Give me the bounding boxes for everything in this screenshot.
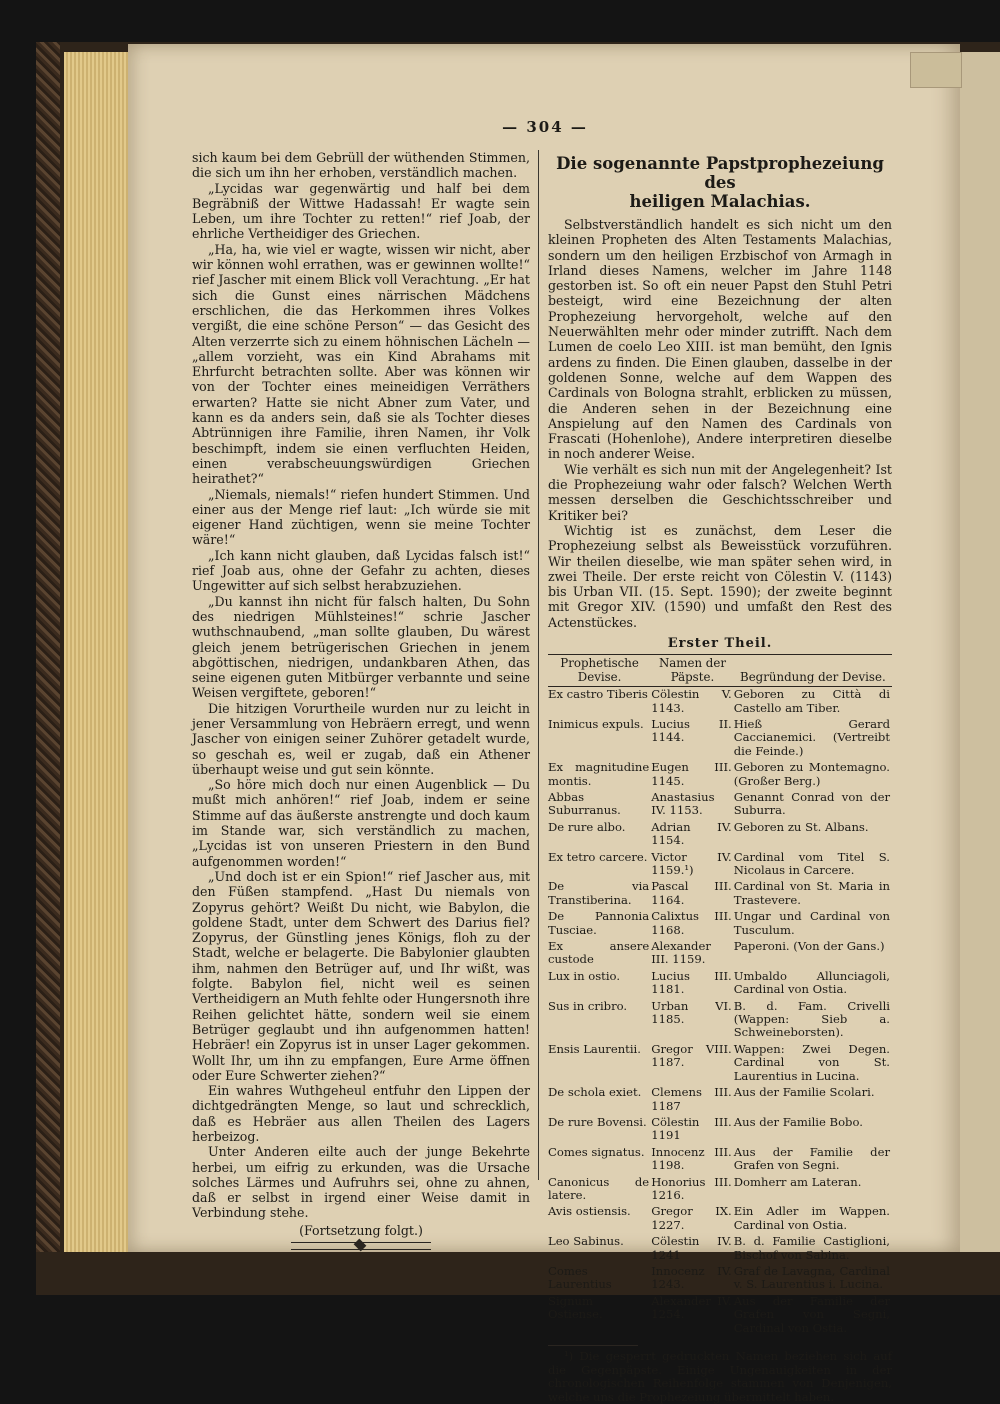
pope-cell: Innocenz III. 1198. <box>651 1144 732 1173</box>
devise-cell: Comes Laurentius <box>548 1263 612 1292</box>
devise-cell: Ex tetro carcere. <box>548 849 648 864</box>
devise-cell: De via Transtiberina. <box>548 879 650 907</box>
reason-cell: Geboren zu Città di Castello am Tiber. <box>733 687 890 715</box>
pope-cell: Lucius II. 1144. <box>651 716 732 745</box>
devise-cell: De schola exiet. <box>548 1085 642 1100</box>
pope-cell: Eugen III. 1145. <box>651 760 732 788</box>
footnote: ¹) Die gesperrt gedruckten Namen beziehen sich auf die Gegenpäpste. Einige Ungenauigkeiten in der chronologischen Reihenfolge stammen von Denjenigen, welche uns die Prophezeiung übermittelt haben. <box>548 1349 892 1404</box>
table-row <box>548 1264 892 1294</box>
reason-cell: Hieß Gerard Caccianemici. (Vertreibt die Feinde.) <box>733 716 890 758</box>
reason-cell: Geboren zu Montemagno. (Großer Berg.) <box>733 760 890 788</box>
table-row <box>548 850 892 880</box>
paragraph: Unter Anderen eilte auch der junge Bekehrte herbei, um eifrig zu erkunden, was die Ursache solches Lärmes und Aufruhrs sei, ohne zu ahnen, daß er selbst in irgend einer Weise damit in Verbindung stehe. <box>192 1144 530 1221</box>
table-row <box>548 820 892 850</box>
table-row <box>548 879 892 909</box>
reason-cell: Aus der Familie der Grafen von Segni. <box>733 1144 890 1173</box>
column-header: Prophetische Devise. <box>548 655 651 687</box>
paragraph: „Lycidas war gegenwärtig und half bei dem Begräbniß der Wittwe Hadassah! Er wagte sein Leben, um ihre Tochter zu retten!“ rief Joab, der ehrliche Vertheidiger des Griechen. <box>192 180 530 242</box>
table-row <box>548 1115 892 1145</box>
paragraph: „Ha, ha, wie viel er wagte, wissen wir nicht, aber wir können wohl errathen, was er gewinnen wollte!“ rief Jascher mit einem Blick voll Verachtung. „Er hat sich die Gunst eines närrischen Mädchens erschlichen, die das Herkommen ihres Volkes vergißt, die eine schöne Person“ — das Gesicht des Alten verzerrte sich zu einem höhnischen Lächeln — „allem vorzieht, was ein Kind Abrahams mit Ehrfurcht betrachten sollte. Aber was können wir von der Tochter eines meineidigen Verräthers erwarten? Hatte sie nicht Abner zum Vater, und kann es da anders sein, daß sie als Tochter dieses Abtrünnigen ihre Familie, ihren Namen, ihr Volk beschimpft, indem sie einen verfluchten Heiden, einen verabscheuungswürdigen Griechen heirathet?“ <box>192 241 530 487</box>
devise-cell: Comes signatus. <box>548 1144 645 1159</box>
devise-cell: De rure albo. <box>548 819 626 834</box>
table-row <box>548 909 892 939</box>
reason-cell: Ein Adler im Wappen. Cardinal von Ostia. <box>733 1204 890 1232</box>
pope-cell: Gregor IX. 1227. <box>651 1204 732 1232</box>
reason-cell: B. d. Fam. Crivelli (Wappen: Sieb a. Schweineborsten). <box>733 998 890 1040</box>
paragraph: sich kaum bei dem Gebrüll der wüthenden Stimmen, die sich um ihn her erhoben, verständlich machen. <box>192 150 530 181</box>
pope-cell: Cölestin III. 1191 <box>651 1114 732 1143</box>
paragraph: „Ich kann nicht glauben, daß Lycidas falsch ist!“ rief Joab aus, ohne der Gefahr zu achten, dieses Ungewitter auf sich selbst herabzuziehen. <box>192 547 530 594</box>
paragraph: Wichtig ist es zunächst, dem Leser die Prophezeiung selbst als Beweisstück vorzuführen. Wir theilen dieselbe, wie man später sehen wird, in zwei Theile. Der erste reicht von Cölestin V. (1143) bis Urban VII. (15. Sept. 1590); der zweite beginnt mit Gregor XIV. (1590) und umfaßt den Rest des Actenstückes. <box>548 522 892 630</box>
table-row <box>548 999 892 1042</box>
devise-cell: Sus in cribro. <box>548 998 628 1013</box>
devise-cell: Lux in ostio. <box>548 968 621 983</box>
table-row <box>548 939 892 969</box>
facing-page-edge <box>960 52 1000 1252</box>
pope-cell: Alexander III. 1159. <box>651 939 711 967</box>
pope-cell: Urban VI. 1185. <box>651 998 732 1027</box>
pope-cell: Cölestin IV. 1241 <box>651 1234 732 1262</box>
table-row <box>548 1234 892 1264</box>
devise-cell: De rure Bovensi. <box>548 1114 647 1129</box>
devise-cell: Avis ostiensis. <box>548 1204 631 1219</box>
column-divider <box>538 150 539 1180</box>
pope-cell: Innocenz IV. 1243. <box>651 1263 732 1292</box>
column-header: Begründung der Devise. <box>734 655 892 687</box>
article-title-line-2: heiligen Malachias. <box>629 192 811 211</box>
continuation-note: (Fortsetzung folgt.) <box>299 1222 423 1238</box>
prophecy-table <box>548 654 892 1337</box>
pope-cell: Adrian IV. 1154. <box>651 819 732 848</box>
devise-cell: Signum Ostiense. <box>548 1293 603 1322</box>
table-row <box>548 1085 892 1115</box>
section-heading: Erster Theil. <box>667 636 773 652</box>
reason-cell: B. d. Familie Castiglioni, Bischof von Sabina. <box>733 1234 890 1262</box>
left-column <box>192 150 530 1250</box>
right-column <box>548 152 892 1404</box>
devise-cell: Ex castro Tiberis <box>548 687 648 702</box>
devise-cell: Canonicus de latere. <box>548 1174 650 1202</box>
table-row <box>548 1145 892 1175</box>
reason-cell: Graf de Lavagna, Cardinal v. S. Laurentius i. Lucina. <box>733 1263 890 1292</box>
devise-cell: Abbas Suburranus. <box>548 789 621 818</box>
reason-cell: Umbaldo Allunciagoli, Cardinal von Ostia. <box>733 968 890 997</box>
reason-cell: Aus der Familie der Grafen von Segni, Cardinal von Ostia. <box>733 1293 890 1335</box>
pope-cell: Lucius III. 1181. <box>651 968 732 997</box>
table-row <box>548 1175 892 1205</box>
paragraph: Selbstverständlich handelt es sich nicht um den kleinen Propheten des Alten Testaments Malachias, sondern um den heiligen Erzbischof von Armagh in Irland dieses Namens, welcher im Jahre 1148 gestorben ist. So oft ein neuer Papst den Stuhl Petri besteigt, wird eine Bezeichnung der alten Prophezeiung hervorgeholt, welche auf den Neuerwählten mehr oder minder zutrifft. Nach dem Lumen de coelo Leo XIII. ist man bemüht, den Ignis ardens zu finden. Die Einen glauben, dasselbe in der goldenen Sonne, welche auf dem Wappen des Cardinals von Bologna strahlt, erblicken zu müssen, die Anderen sehen in der Bezeichnung eine Anspielung auf den Namen des Cardinals von Frascati (Hohenlohe), Andere interpretiren dieselbe in noch anderer Weise. <box>548 217 892 462</box>
pope-cell: Honorius III. 1216. <box>651 1174 732 1202</box>
paragraph: „So höre mich doch nur einen Augenblick — Du mußt mich anhören!“ rief Joab, indem er seine Stimme auf das äußerste anstrengte und doch kaum im Stande war, sich verständlich zu machen, „Lycidas ist von unseren Priestern in den Bund aufgenommen worden!“ <box>192 777 530 869</box>
article-title <box>548 154 892 211</box>
reason-cell: Cardinal von St. Maria in Trastevere. <box>733 879 890 907</box>
reason-cell: Ungar und Cardinal von Tusculum. <box>733 909 890 937</box>
table-row <box>548 1042 892 1085</box>
column-header: Namen der Päpste. <box>651 655 734 687</box>
pope-cell: Victor IV. 1159.¹) <box>651 849 732 877</box>
reason-cell: Domherr am Lateran. <box>733 1174 862 1189</box>
table-row <box>548 1294 892 1337</box>
table-row <box>548 687 892 717</box>
page-edges <box>64 52 128 1252</box>
devise-cell: Ex ansere custode <box>548 939 650 967</box>
table-row <box>548 717 892 760</box>
reason-cell: Genannt Conrad von der Suburra. <box>733 789 890 818</box>
pope-cell: Clemens III. 1187 <box>651 1085 732 1113</box>
paragraph: Wie verhält es sich nun mit der Angelegenheit? Ist die Prophezeiung wahr oder falsch? Welchen Werth messen derselben die Geschichtsschreiber und Kritiker bei? <box>548 461 892 523</box>
paragraph: „Niemals, niemals!“ riefen hundert Stimmen. Und einer aus der Menge rief laut: „Ich würde sie mit eigener Hand züchtigen, wenn sie meine Tochter wäre!“ <box>192 486 530 548</box>
pope-cell: Cölestin V. 1143. <box>651 687 732 715</box>
paragraph: „Du kannst ihn nicht für falsch halten, Du Sohn des niedrigen Mühlsteines!“ schrie Jascher wuthschnaubend, „man sollte glauben, Du wärest gleich jenem betrügerischen Griechen in jenem abgöttischen, niedrigen, undankbaren Athen, das seine eigenen guten Mitbürger verbannte und seine Weisen vergiftete, geboren!“ <box>192 593 530 701</box>
pope-cell: Pascal III. 1164. <box>651 879 732 907</box>
reason-cell: Cardinal vom Titel S. Nicolaus in Carcere. <box>733 849 890 877</box>
pope-cell: Anastasius IV. 1153. <box>651 789 715 818</box>
devise-cell: Ensis Laurentii. <box>548 1041 641 1056</box>
table-row <box>548 790 892 820</box>
paper-tab <box>910 52 962 88</box>
devise-cell: Inimicus expuls. <box>548 716 644 731</box>
marbled-cover-edge <box>36 42 60 1252</box>
reason-cell: Paperoni. (Von der Gans.) <box>733 939 885 954</box>
page-number: — 304 — <box>502 118 588 136</box>
devise-cell: De Pannonia Tusciae. <box>548 909 650 937</box>
devise-cell: Leo Sabinus. <box>548 1234 624 1249</box>
table-header-row <box>548 655 892 687</box>
reason-cell: Aus der Familie Scolari. <box>733 1085 875 1100</box>
reason-cell: Aus der Familie Bobo. <box>733 1114 863 1129</box>
table-row <box>548 969 892 999</box>
reason-cell: Wappen: Zwei Degen. Cardinal von St. Laurentius in Lucina. <box>733 1041 890 1083</box>
table-body <box>548 687 892 1337</box>
table-row <box>548 1204 892 1234</box>
paragraph: Die hitzigen Vorurtheile wurden nur zu leicht in jener Versammlung von Hebräern erregt, und wenn Jascher von einigen seiner Zuhörer getadelt wurde, so geschah es, weil er zugab, daß ein Athener überhaupt weise und gut sein könnte. <box>192 700 530 777</box>
ornamental-rule <box>291 1242 431 1250</box>
devise-cell: Ex magnitudine montis. <box>548 760 650 788</box>
reason-cell: Geboren zu St. Albans. <box>733 819 869 834</box>
pope-cell: Calixtus III. 1168. <box>651 909 732 937</box>
table-row <box>548 760 892 790</box>
pope-cell: Gregor VIII. 1187. <box>651 1041 732 1070</box>
paragraph: „Und doch ist er ein Spion!“ rief Jascher aus, mit den Füßen stampfend. „Hast Du niemals von Zopyrus gehört? Weißt Du nicht, wie Babylon, die goldene Stadt, unter dem Schwert des Darius fiel? Zopyrus, der Günstling jenes Königs, floh zu der Stadt, welche er belagerte. Die Babylonier glaubten ihm, nahmen den Betrüger auf, und Ihr wißt, was folgte. Babylon fiel, nicht weil es seinen Vertheidigern an Muth fehlte oder Hungersnoth ihre Reihen gelichtet hätte, sondern weil sie einem Betrüger geglaubt und ihn aufgenommen hatten! Hebräer! ein Zopyrus ist in unser Lager gekommen. Wollt Ihr, um ihn zu empfangen, Eure Arme öffnen oder Eure Schwerter ziehen?“ <box>192 868 530 1083</box>
article-title-line-1: Die sogenannte Papstprophezeiung des <box>556 154 884 192</box>
paragraph: Ein wahres Wuthgeheul entfuhr den Lippen der dichtgedrängten Menge, so laut und schrecklich, daß es Hebräer aus allen Theilen des Lagers herbeizog. <box>192 1083 530 1144</box>
pope-cell: Alexander IV. 1254. <box>651 1293 732 1322</box>
footnote-rule <box>548 1345 638 1346</box>
